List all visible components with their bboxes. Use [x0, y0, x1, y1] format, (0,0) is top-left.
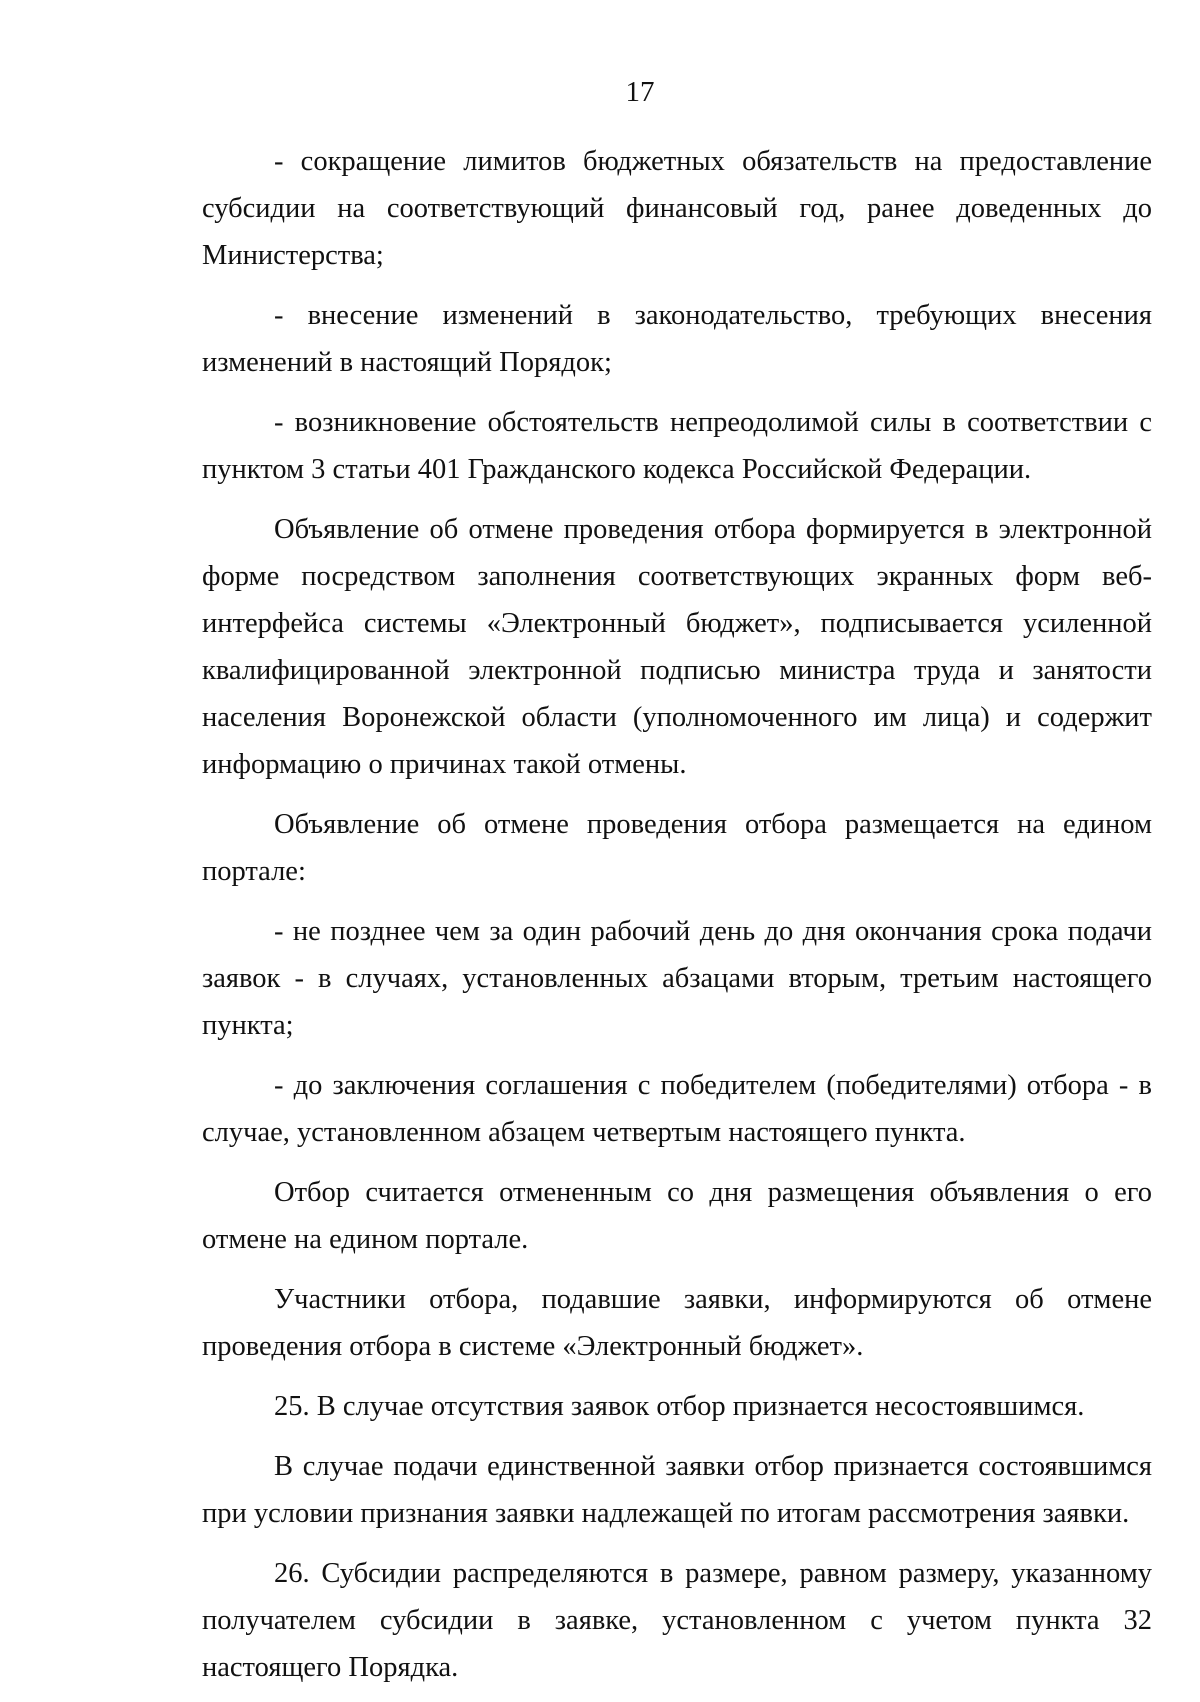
paragraph-deadline-before-submission: - не позднее чем за один рабочий день до дня окончания срока подачи заявок - в случаях, установленных абзацами вторым, третьим настоящего пункта;: [202, 916, 1152, 1041]
paragraph-cancellation-notice-form: Объявление об отмене проведения отбора формируется в электронной форме посредством заполнения соответствующих экранных форм веб-интерфейса системы «Электронный бюджет», подписывается усиленной квалифицированной электронной подписью министра труда и занятости населения Воронежской области (уполномоченного им лица) и содержит информацию о причинах такой отмены.: [202, 514, 1152, 780]
paragraph-cancellation-notice-placement: Объявление об отмене проведения отбора размещается на едином портале:: [202, 809, 1152, 887]
paragraph-force-majeure: - возникновение обстоятельств непреодолимой силы в соответствии с пунктом 3 статьи 401 Гражданского кодекса Российской Федерации.: [202, 407, 1152, 485]
paragraph-legislation-changes: - внесение изменений в законодательство, требующих внесения изменений в настоящий Порядок;: [202, 300, 1152, 378]
paragraph-item-26: 26. Субсидии распределяются в размере, равном размеру, указанному получателем субсидии в заявке, установленном с учетом пункта 32 настоящего Порядка.: [202, 1558, 1152, 1683]
paragraph-before-agreement: - до заключения соглашения с победителем (победителями) отбора - в случае, установленном абзацем четвертым настоящего пункта.: [202, 1070, 1152, 1148]
paragraph-item-25: 25. В случае отсутствия заявок отбор признается несостоявшимся.: [274, 1391, 1085, 1422]
paragraph-participants-informed: Участники отбора, подавшие заявки, информируются об отмене проведения отбора в системе «Электронный бюджет».: [202, 1284, 1152, 1362]
paragraph-selection-cancelled: Отбор считается отмененным со дня размещения объявления о его отмене на едином портале.: [202, 1177, 1152, 1255]
page-number: 17: [625, 76, 655, 108]
paragraph-limits-reduction: - сокращение лимитов бюджетных обязательств на предоставление субсидии на соответствующий финансовый год, ранее доведенных до Министерства;: [202, 146, 1152, 271]
paragraph-single-application: В случае подачи единственной заявки отбор признается состоявшимся при условии признания заявки надлежащей по итогам рассмотрения заявки.: [202, 1451, 1152, 1529]
document-body: [202, 138, 1152, 1691]
